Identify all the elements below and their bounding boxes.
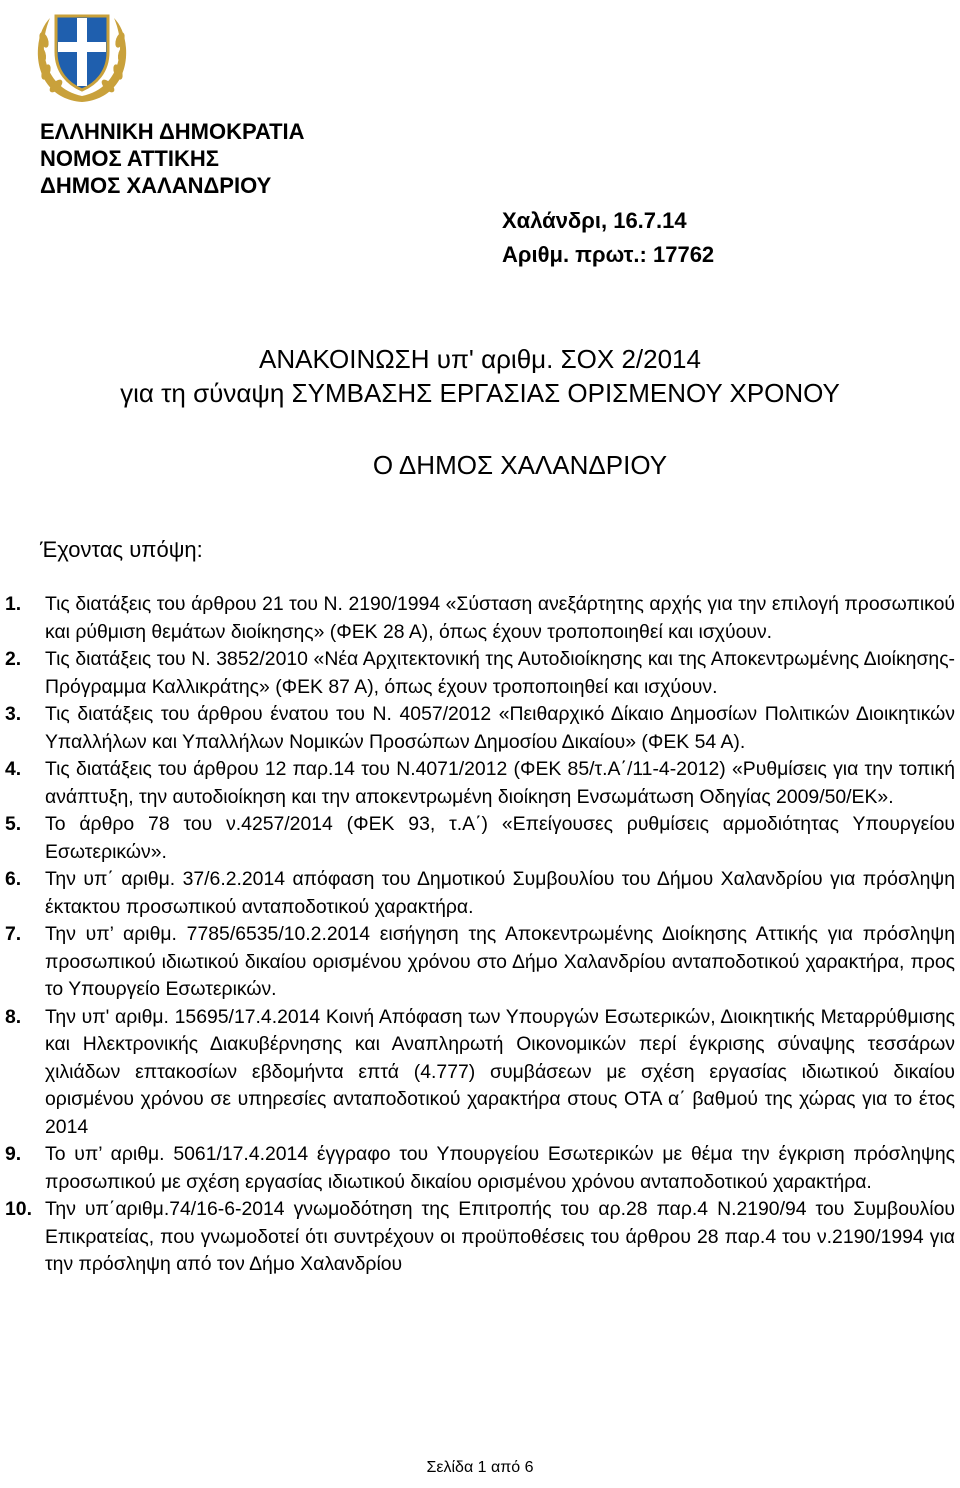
item-number: 9.	[5, 1143, 22, 1165]
item-number: 3.	[5, 703, 22, 725]
title-line-2: για τη σύναψη ΣΥΜΒΑΣΗΣ ΕΡΓΑΣΙΑΣ ΟΡΙΣΜΕΝΟΥ ΧΡΟΝΟΥ	[120, 378, 840, 408]
greek-coat-of-arms-icon	[30, 4, 134, 108]
issuer-municipality: ΔΗΜΟΣ ΧΑΛΑΝΔΡΙΟΥ	[40, 173, 272, 198]
item-text: Τις διατάξεις του άρθρου ένατου του Ν. 4057/2012 «Πειθαρχικό Δίκαιο Δημοσίων Πολιτικών Διοικητικών Υπαλλήλων και Υπαλλήλων Νομικών Προσώπων Δημοσίου Δικαίου» (ΦΕΚ 54 Α).	[45, 703, 955, 753]
item-number: 10.	[5, 1198, 32, 1220]
document-date: Χαλάνδρι, 16.7.14	[502, 208, 687, 233]
item-number: 4.	[5, 758, 22, 780]
item-number: 6.	[5, 868, 22, 890]
item-number: 7.	[5, 923, 22, 945]
announcement-title	[0, 342, 960, 410]
item-text: Τις διατάξεις του άρθρου 21 του Ν. 2190/1994 «Σύσταση ανεξάρτητης αρχής για την επιλογή προσωπικού και ρύθμιση θεμάτων διοίκησης» (ΦΕΚ 28 Α), όπως έχουν τροποποιηθεί και ισχύουν.	[45, 593, 955, 643]
item-text: Το υπ’ αριθμ. 5061/17.4.2014 έγγραφο του Υπουργείου Εσωτερικών με θέμα την έγκριση πρόσληψης προσωπικού με σχέση εργασίας ιδιωτικού δικαίου ορισμένου χρόνου ανταποδοτικού χαρακτήρα.	[45, 1143, 955, 1193]
document-meta	[502, 204, 714, 272]
list-item	[5, 701, 955, 756]
item-text: Τις διατάξεις του Ν. 3852/2010 «Νέα Αρχιτεκτονική της Αυτοδιοίκησης και της Αποκεντρωμένης Διοίκησης- Πρόγραμμα Καλλικράτης» (ΦΕΚ 87 Α), όπως έχουν τροποποιηθεί και ισχύουν.	[45, 648, 955, 698]
item-text: Την υπ΄αριθμ.74/16-6-2014 γνωμοδότηση της Επιτροπής του αρ.28 παρ.4 Ν.2190/94 του Συμβουλίου Επικρατείας, που γνωμοδοτεί ότι συντρέχουν οι προϋποθέσεις του άρθρου 28 παρ.4 του ν.2190/1994 για την πρόσληψη από τον Δήμο Χαλανδρίου	[45, 1198, 955, 1275]
item-number: 8.	[5, 1005, 22, 1028]
list-item	[5, 591, 955, 646]
item-text: Την υπ΄ αριθμ. 37/6.2.2014 απόφαση του Δημοτικού Συμβουλίου του Δήμου Χαλανδρίου για πρόσληψη έκτακτου προσωπικού ανταποδοτικού χαρακτήρα.	[45, 868, 955, 918]
item-number: 1.	[5, 593, 22, 615]
issuer-country: ΕΛΛΗΝΙΚΗ ΔΗΜΟΚΡΑΤΙΑ	[40, 119, 305, 144]
protocol-number: Αριθμ. πρωτ.: 17762	[502, 242, 715, 267]
list-item	[5, 811, 955, 866]
list-item	[5, 1004, 955, 1142]
list-item	[5, 921, 955, 1004]
item-text: Την υπ’ αριθμ. 7785/6535/10.2.2014 εισήγηση της Αποκεντρωμένης Διοίκησης Αττικής για πρόσληψη προσωπικού ιδιωτικού δικαίου ορισμένου χρόνου στο Δήμο Χαλανδρίου ανταποδοτικού χαρακτήρα, προς το Υπουργείο Εσωτερικών.	[45, 923, 955, 1000]
issuer-block	[40, 118, 305, 199]
list-item	[5, 1196, 955, 1279]
page-number: Σελίδα 1 από 6	[426, 1459, 534, 1476]
item-number: 2.	[5, 648, 22, 670]
item-number: 5.	[5, 813, 22, 835]
item-text: Την υπ' αριθμ. 15695/17.4.2014 Κοινή Απόφαση των Υπουργών Εσωτερικών, Διοικητικής Μεταρρύθμισης και Ηλεκτρονικής Διακυβέρνησης και Αναπληρωτή Οικονομικών περί έγκρισης σύναψης τεσσάρων χιλιάδων επτακοσίων εβδομήντα επτά (4.777) συμβάσεων με σχέση εργασίας ιδιωτικού δικαίου ορισμένου χρόνου σε υπηρεσίες ανταποδοτικού χαρακτήρα στους ΟΤΑ α΄ βαθμού της χώρας για το έτος 2014	[45, 1005, 955, 1138]
item-text: Τις διατάξεις του άρθρου 12 παρ.14 του Ν.4071/2012 (ΦΕΚ 85/τ.Α΄/11-4-2012) «Ρυθμίσεις για την τοπική ανάπτυξη, την αυτοδιοίκηση και την αποκεντρωμένη διοίκηση Ενσωμάτωση Οδηγίας 2009/50/ΕΚ».	[45, 758, 955, 808]
item-text: Το άρθρο 78 του ν.4257/2014 (ΦΕΚ 93, τ.Α΄) «Επείγουσες ρυθμίσεις αρμοδιότητας Υπουργείου Εσωτερικών».	[45, 813, 955, 863]
issuer-prefecture: ΝΟΜΟΣ ΑΤΤΙΚΗΣ	[40, 146, 219, 171]
list-item	[5, 866, 955, 921]
list-item	[5, 1141, 955, 1196]
authority-heading: Ο ΔΗΜΟΣ ΧΑΛΑΝΔΡΙΟΥ	[372, 450, 668, 480]
considering-heading: Έχοντας υπόψη:	[40, 537, 203, 562]
list-item	[5, 756, 955, 811]
list-item	[5, 646, 955, 701]
considerations-list	[5, 591, 955, 1279]
title-line-1: ΑΝΑΚΟΙΝΩΣΗ υπ' αριθμ. ΣΟΧ 2/2014	[259, 344, 701, 374]
